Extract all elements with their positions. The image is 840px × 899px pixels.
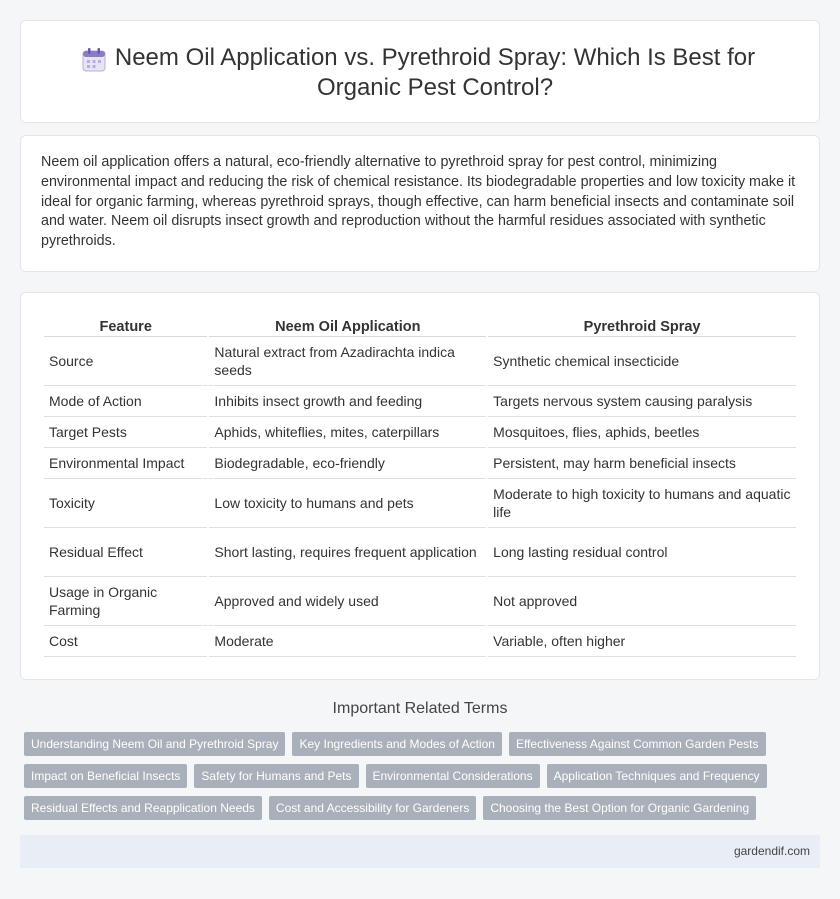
pyrethroid-cell: Targets nervous system causing paralysis bbox=[488, 386, 796, 417]
header-card bbox=[20, 20, 820, 123]
tag-link[interactable]: Safety for Humans and Pets bbox=[194, 764, 358, 788]
tag-row bbox=[24, 796, 824, 820]
table-row bbox=[44, 626, 796, 657]
comparison-table bbox=[42, 315, 798, 657]
calendar-icon bbox=[81, 47, 107, 73]
tag-row bbox=[24, 732, 824, 756]
feature-cell: Target Pests bbox=[44, 417, 207, 448]
feature-cell: Usage in Organic Farming bbox=[44, 577, 207, 626]
table-row bbox=[44, 448, 796, 479]
pyrethroid-cell: Moderate to high toxicity to humans and aquatic life bbox=[488, 479, 796, 528]
neem-cell: Biodegradable, eco-friendly bbox=[209, 448, 486, 479]
neem-cell: Low toxicity to humans and pets bbox=[209, 479, 486, 528]
header-feature: Feature bbox=[44, 315, 207, 337]
tag-link[interactable]: Environmental Considerations bbox=[366, 764, 540, 788]
pyrethroid-cell: Persistent, may harm beneficial insects bbox=[488, 448, 796, 479]
tag-link[interactable]: Choosing the Best Option for Organic Gardening bbox=[483, 796, 756, 820]
related-terms-tags bbox=[24, 732, 824, 828]
summary-card bbox=[20, 135, 820, 272]
tag-link[interactable]: Effectiveness Against Common Garden Pests bbox=[509, 732, 766, 756]
feature-cell: Environmental Impact bbox=[44, 448, 207, 479]
table-row bbox=[44, 337, 796, 386]
neem-cell: Natural extract from Azadirachta indica seeds bbox=[209, 337, 486, 386]
tag-link[interactable]: Cost and Accessibility for Gardeners bbox=[269, 796, 476, 820]
comparison-table-card bbox=[20, 292, 820, 680]
table-row bbox=[44, 577, 796, 626]
footer-site-link[interactable]: gardendif.com bbox=[733, 844, 810, 858]
summary-text: Neem oil application offers a natural, eco-friendly alternative to pyrethroid spray for pest control, minimizing environmental impact and reducing the risk of chemical resistance. Its biodegradable properties and low toxicity make it ideal for organic farming, whereas pyrethroid sprays, though effective, can harm beneficial insects and contaminate soil and water. Neem oil disrupts insect growth and reproduction without the harmful residues associated with synthetic pyrethroids. bbox=[41, 154, 796, 250]
feature-cell: Mode of Action bbox=[44, 386, 207, 417]
table-row bbox=[44, 479, 796, 528]
feature-cell: Toxicity bbox=[44, 479, 207, 528]
neem-cell: Short lasting, requires frequent application bbox=[209, 528, 486, 577]
pyrethroid-cell: Variable, often higher bbox=[488, 626, 796, 657]
pyrethroid-cell: Mosquitoes, flies, aphids, beetles bbox=[488, 417, 796, 448]
related-terms-title: Important Related Terms bbox=[332, 700, 508, 717]
header-neem-oil: Neem Oil Application bbox=[209, 315, 486, 337]
tag-link[interactable]: Key Ingredients and Modes of Action bbox=[292, 732, 501, 756]
pyrethroid-cell: Synthetic chemical insecticide bbox=[488, 337, 796, 386]
neem-cell: Moderate bbox=[209, 626, 486, 657]
tag-link[interactable]: Understanding Neem Oil and Pyrethroid Spray bbox=[24, 732, 285, 756]
feature-cell: Cost bbox=[44, 626, 207, 657]
tag-link[interactable]: Residual Effects and Reapplication Needs bbox=[24, 796, 262, 820]
pyrethroid-cell: Long lasting residual control bbox=[488, 528, 796, 577]
neem-cell: Approved and widely used bbox=[209, 577, 486, 626]
footer bbox=[20, 835, 820, 868]
tag-link[interactable]: Impact on Beneficial Insects bbox=[24, 764, 187, 788]
neem-cell: Aphids, whiteflies, mites, caterpillars bbox=[209, 417, 486, 448]
pyrethroid-cell: Not approved bbox=[488, 577, 796, 626]
feature-cell: Source bbox=[44, 337, 207, 386]
tag-link[interactable]: Application Techniques and Frequency bbox=[547, 764, 767, 788]
header-pyrethroid: Pyrethroid Spray bbox=[488, 315, 796, 337]
feature-cell: Residual Effect bbox=[44, 528, 207, 577]
tag-row bbox=[24, 764, 824, 788]
table-row bbox=[44, 386, 796, 417]
table-header-row bbox=[44, 315, 796, 337]
page-title: Neem Oil Application vs. Pyrethroid Spray: Which Is Best for Organic Pest Control? bbox=[114, 44, 756, 101]
table-row bbox=[44, 528, 796, 577]
table-row bbox=[44, 417, 796, 448]
neem-cell: Inhibits insect growth and feeding bbox=[209, 386, 486, 417]
